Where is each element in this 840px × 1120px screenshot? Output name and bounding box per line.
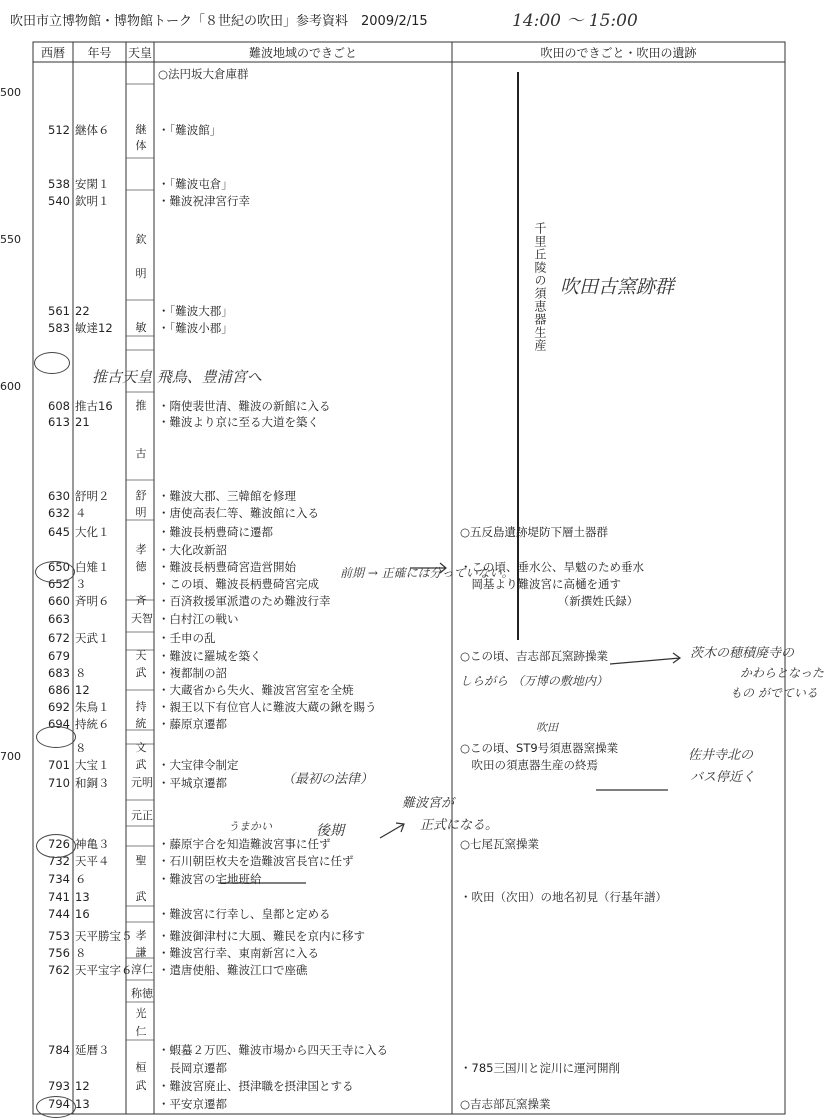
row-tenno: 欽: [135, 233, 147, 246]
row-suita-event: ○吉志部瓦窯操業: [460, 1097, 551, 1111]
row-year: 694: [48, 717, 70, 731]
row-naniwa-event: ○法円坂大倉庫群: [158, 67, 249, 81]
row-year: 710: [48, 776, 70, 790]
row-nengo: ６: [75, 872, 87, 886]
row-nengo: 大宝１: [75, 758, 110, 772]
row-tenno: 持: [135, 700, 147, 713]
row-nengo: 21: [75, 415, 90, 429]
row-year: 538: [48, 177, 70, 191]
row-nengo: 12: [75, 1079, 90, 1093]
row-tenno: 淳仁: [131, 963, 153, 976]
row-nengo: 敏達12: [75, 321, 113, 335]
row-naniwa-event: ・「難波小郡」: [158, 321, 233, 335]
row-naniwa-event: ・遣唐使船、難波江口で座礁: [158, 963, 308, 977]
row-year: 645: [48, 525, 70, 539]
row-nengo: 16: [75, 907, 90, 921]
row-nengo: ４: [75, 506, 87, 520]
hand-note-umakai: うまかい: [228, 820, 272, 833]
col-naniwa: 難波地域のできごと: [248, 46, 357, 60]
col-suita: 吹田のできごと・吹田の遺跡: [540, 46, 697, 60]
row-nengo: 延暦３: [75, 1043, 110, 1057]
page-title: 吹田市立博物館・博物館トーク「８世紀の吹田」参考資料 2009/2/15: [10, 14, 428, 29]
row-naniwa-event: ・親王以下有位官人に難波大蔵の鍬を賜う: [158, 700, 377, 714]
row-naniwa-event: ・難波宮に行幸し、皇都と定める: [158, 907, 331, 921]
row-tenno: 仁: [135, 1025, 147, 1038]
era-label-550: 550: [0, 233, 21, 246]
row-year: 701: [48, 758, 70, 772]
row-naniwa-event: ・白村江の戦い: [158, 612, 239, 626]
hand-note-ibaraki-3: もの がでている: [730, 686, 818, 700]
arrow-ibaraki: [610, 653, 680, 664]
row-year: 632: [48, 506, 70, 520]
row-nengo: 舒明２: [75, 489, 110, 503]
row-suita-event: （新撰姓氏録）: [460, 594, 639, 608]
row-suita-event: ・785三国川と淀川に運河開削: [460, 1061, 620, 1075]
row-naniwa-event: ・百済救援軍派遣のため難波行幸: [158, 594, 331, 608]
row-year: 793: [48, 1079, 70, 1093]
row-tenno: 天智: [131, 612, 153, 625]
row-tenno: 敏: [135, 321, 147, 334]
row-tenno: 古: [135, 447, 147, 460]
row-tenno: 継: [135, 123, 147, 136]
row-naniwa-event: ・大宝律令制定: [158, 758, 239, 772]
row-naniwa-event: ・大蔵省から失火、難波宮宮室を全焼: [158, 683, 354, 697]
row-naniwa-event: ・平城京遷都: [158, 776, 227, 790]
row-nengo: 13: [75, 890, 90, 904]
hand-note-suita: 吹田: [536, 721, 558, 734]
row-year: 613: [48, 415, 70, 429]
hand-note-ibaraki-1: 茨木の穂積廃寺の: [690, 646, 795, 661]
row-nengo: ８: [75, 946, 87, 960]
era-label-700: 700: [0, 750, 21, 763]
row-nengo: 天平勝宝５: [75, 929, 133, 943]
hand-note-miyako-1: 難波宮が: [402, 796, 455, 811]
row-nengo: 白雉１: [75, 560, 110, 574]
row-year: 686: [48, 683, 70, 697]
row-naniwa-event: ・平安京遷都: [158, 1097, 227, 1111]
row-year: 732: [48, 854, 70, 868]
row-year: 734: [48, 872, 70, 886]
row-nengo: 和銅３: [75, 776, 110, 790]
arrow-zenki: [410, 563, 446, 573]
row-year: 650: [48, 560, 70, 574]
row-naniwa-event: ・石川朝臣枚夫を造難波宮長官に任ず: [158, 854, 354, 868]
row-naniwa-event: ・難波御津村に大風、難民を京内に移す: [158, 929, 365, 943]
row-nengo: ３: [75, 577, 87, 591]
row-naniwa-event: ・蝦蟇２万匹、難波市場から四天王寺に入る: [158, 1043, 388, 1057]
row-naniwa-event: ・難波宮の宅地班給: [158, 872, 262, 886]
row-naniwa-event: ・複都制の詔: [158, 666, 227, 680]
row-year: 561: [48, 304, 70, 318]
row-tenno: 徳: [135, 560, 147, 573]
row-nengo: 12: [75, 683, 90, 697]
row-year: 679: [48, 649, 70, 663]
hand-note-koki: 後期: [316, 823, 344, 839]
row-tenno: 天: [135, 649, 147, 662]
row-tenno: 体: [135, 139, 147, 152]
row-year: 660: [48, 594, 70, 608]
row-suita-event: ○七尾瓦窯操業: [460, 837, 540, 851]
row-naniwa-event: ・唐使高表仁等、難波館に入る: [158, 506, 319, 520]
row-nengo: 推古16: [75, 399, 113, 413]
row-naniwa-event: ・難波長柄豊碕宮造営開始: [158, 560, 296, 574]
row-naniwa-event: ・難波大郡、三韓館を修理: [158, 489, 296, 503]
row-year: 652: [48, 577, 70, 591]
row-suita-event: 岡基より難波宮に高樋を通す: [460, 577, 621, 591]
row-naniwa-event: ・難波祝津宮行幸: [158, 194, 250, 208]
row-suita-event: ○この頃、ST9号須恵器窯操業: [460, 741, 619, 755]
row-tenno: 明: [135, 506, 147, 519]
row-year: 756: [48, 946, 70, 960]
hand-note-kama: 吹田古窯跡群: [560, 276, 675, 298]
row-tenno: 武: [135, 666, 147, 679]
hand-note-zenki: 前期 → 正確には分っていない。: [340, 566, 514, 580]
col-seireki: 西暦: [40, 46, 65, 60]
row-nengo: 持統６: [75, 717, 110, 731]
row-nengo: 朱鳥１: [75, 700, 110, 714]
row-tenno: 統: [135, 717, 147, 730]
row-naniwa-event: ・「難波大郡」: [158, 304, 233, 318]
row-suita-event: ・吹田（次田）の地名初見（行基年譜）: [460, 890, 667, 904]
row-naniwa-event: ・難波より京に至る大道を築く: [158, 415, 319, 429]
hand-note-shiragara: しらがら （万博の敷地内）: [460, 674, 608, 688]
era-label-500: 500: [0, 86, 21, 99]
row-year: 663: [48, 612, 70, 626]
suita-vertical-note: 千里丘陵の須恵器生産: [533, 222, 547, 352]
row-suita-event: 吹田の須恵器生産の終焉: [460, 758, 598, 772]
row-year: 540: [48, 194, 70, 208]
col-nengo: 年号: [87, 46, 112, 60]
row-year: 753: [48, 929, 70, 943]
row-year: 512: [48, 123, 70, 137]
row-tenno: 聖: [135, 854, 147, 867]
row-naniwa-event: ・隋使裴世清、難波の新館に入る: [158, 399, 331, 413]
row-naniwa-event: ・「難波屯倉」: [158, 177, 233, 191]
col-tenno: 天皇: [127, 46, 152, 60]
row-nengo: 13: [75, 1097, 90, 1111]
row-tenno: 孝: [135, 543, 147, 556]
row-tenno: 称徳: [131, 987, 153, 1000]
hand-note-saiji-2: バス停近く: [690, 770, 756, 785]
row-nengo: 安閑１: [75, 177, 110, 191]
row-nengo: 欽明１: [75, 194, 110, 208]
row-tenno: 明: [135, 267, 147, 280]
row-naniwa-event: ・難波宮廃止、摂津職を摂津国とする: [158, 1079, 354, 1093]
row-tenno: 斉: [135, 594, 147, 607]
row-year: 683: [48, 666, 70, 680]
row-tenno: 桓: [135, 1061, 147, 1074]
row-nengo: ８: [75, 741, 87, 755]
row-nengo: 継体６: [75, 123, 110, 137]
row-nengo: 斉明６: [75, 594, 110, 608]
row-year: 630: [48, 489, 70, 503]
row-nengo: 天平宝字６: [75, 963, 133, 977]
row-year: 726: [48, 837, 70, 851]
hand-note-594: 推古天皇 飛鳥、豊浦宮へ: [92, 368, 262, 386]
row-tenno: 武: [135, 758, 147, 771]
arrow-koki: [380, 823, 404, 838]
hand-note-miyako-2: 正式になる。: [420, 818, 499, 833]
row-tenno: 推: [135, 399, 147, 412]
row-tenno: 元明: [131, 776, 153, 789]
row-nengo: ８: [75, 666, 87, 680]
row-naniwa-event: ・この頃、難波長柄豊碕宮完成: [158, 577, 319, 591]
row-year: 794: [48, 1097, 70, 1111]
hand-note-hourei: （最初の法律）: [282, 772, 374, 787]
row-year: 608: [48, 399, 70, 413]
row-naniwa-event: ・難波宮行幸、東南新宮に入る: [158, 946, 319, 960]
row-year: 741: [48, 890, 70, 904]
row-year: 762: [48, 963, 70, 977]
row-suita-event: ○五反島遺跡堤防下層土器群: [460, 525, 609, 539]
row-year: 672: [48, 631, 70, 645]
row-naniwa-event: ・藤原宇合を知造難波宮事に任ず: [158, 837, 331, 851]
row-naniwa-event: ・難波長柄豊碕に遷都: [158, 525, 273, 539]
row-nengo: 天平４: [75, 854, 110, 868]
row-naniwa-event: ・大化改新詔: [158, 543, 227, 557]
hand-note-saiji-1: 佐井寺北の: [688, 748, 754, 763]
row-year: 744: [48, 907, 70, 921]
row-tenno: 武: [135, 890, 147, 903]
row-suita-event: ・この頃、垂水公、旱魃のため垂水: [460, 560, 644, 574]
row-tenno: 武: [135, 1079, 147, 1092]
row-naniwa-event: ・壬申の乱: [158, 631, 216, 645]
row-tenno: 舒: [135, 489, 147, 502]
row-nengo: 神亀３: [75, 837, 110, 851]
row-tenno: 光: [135, 1007, 147, 1020]
row-tenno: 元正: [131, 809, 153, 822]
row-naniwa-event: ・難波に羅城を築く: [158, 649, 262, 663]
row-suita-event: ○この頃、吉志部瓦窯跡操業: [460, 649, 609, 663]
row-naniwa-event: ・「難波館」: [158, 123, 222, 137]
row-tenno: 文: [135, 741, 147, 754]
row-nengo: 大化１: [75, 525, 110, 539]
row-nengo: 天武１: [75, 631, 110, 645]
row-year: 784: [48, 1043, 70, 1057]
hand-note-ibaraki-2: かわらとなった: [740, 666, 825, 680]
handwritten-time: 14:00 ～ 15:00: [512, 11, 638, 31]
row-nengo: 22: [75, 304, 90, 318]
row-year: 583: [48, 321, 70, 335]
row-naniwa-event: 長岡京遷都: [158, 1061, 227, 1075]
row-tenno: 謙: [135, 946, 147, 959]
row-naniwa-event: ・藤原京遷都: [158, 717, 227, 731]
row-tenno: 孝: [135, 929, 147, 942]
era-label-600: 600: [0, 380, 21, 393]
row-year: 692: [48, 700, 70, 714]
